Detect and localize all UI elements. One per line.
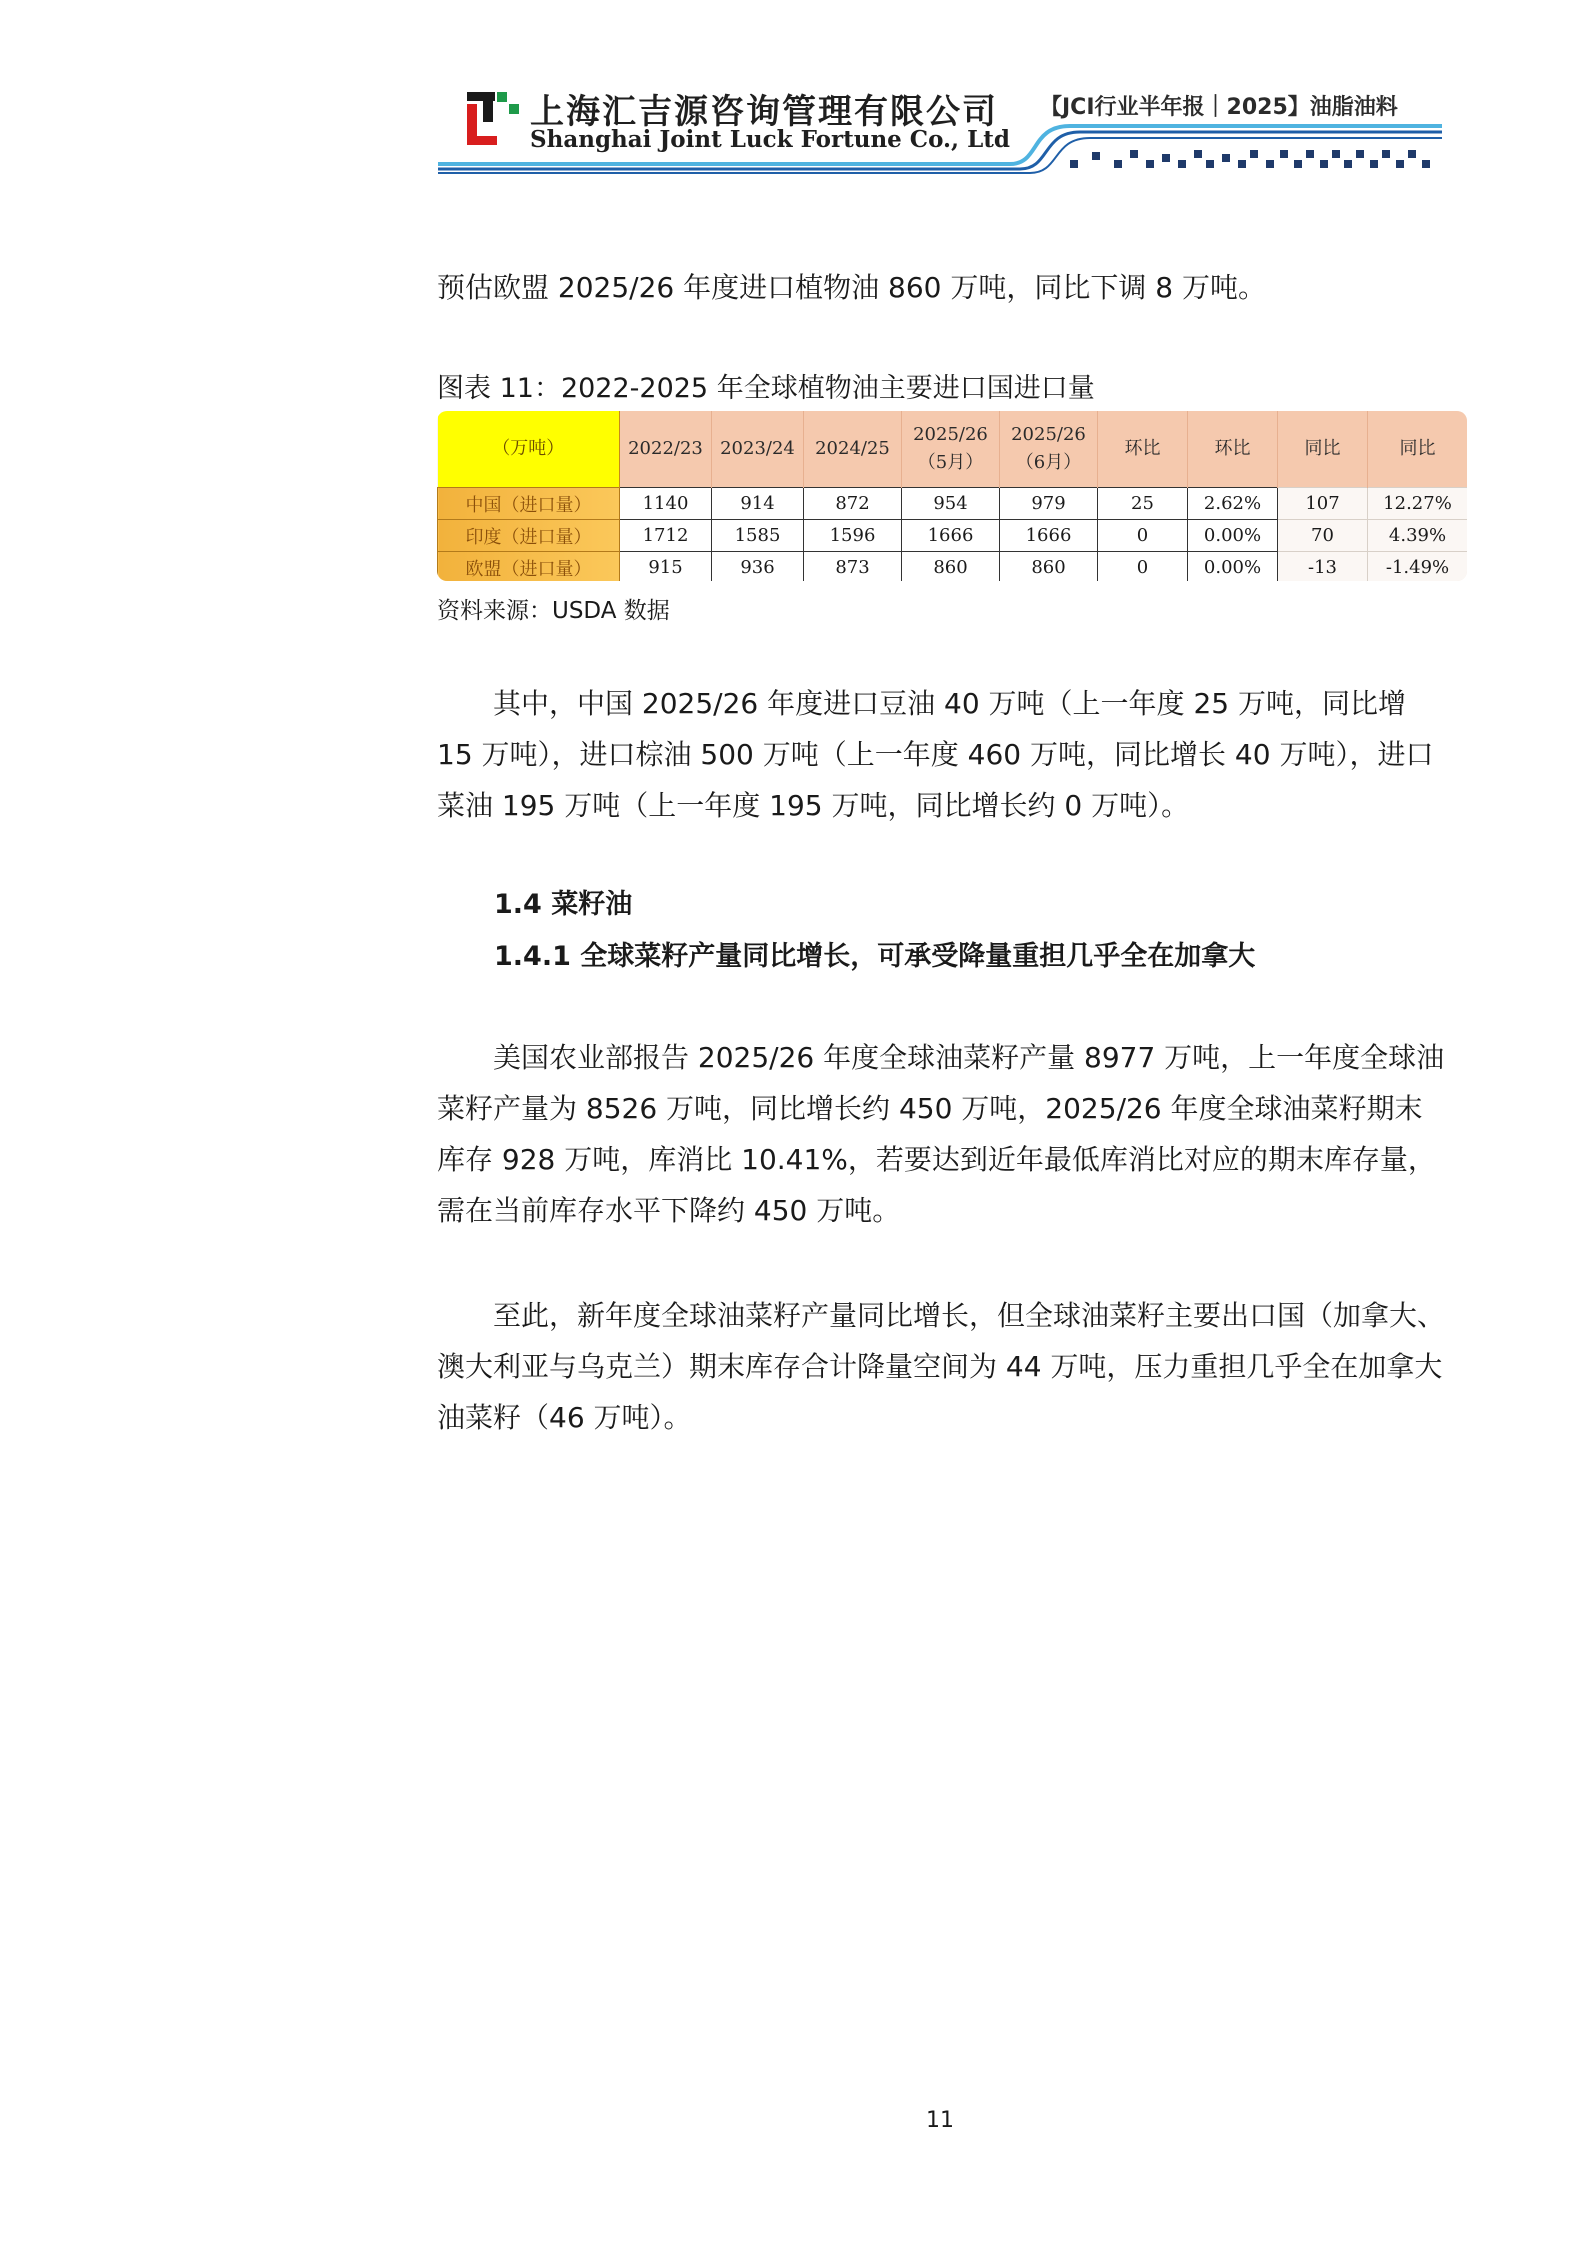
table-row [438, 552, 1468, 582]
table-cell: 0.00% [1188, 552, 1278, 582]
col-header-sublabel: （6月） [1015, 452, 1082, 473]
table-row [438, 488, 1468, 520]
table-cell: -1.49% [1368, 552, 1468, 582]
page-header [0, 0, 1587, 200]
table-cell: -13 [1278, 552, 1368, 582]
table-cell: 860 [902, 552, 1000, 582]
table-row [438, 520, 1468, 552]
table-cell: 0 [1098, 520, 1188, 552]
table-cell: 1596 [804, 520, 902, 552]
col-header-label: 2025/26 [913, 424, 988, 445]
col-header-yoy-pct: 同比 [1368, 411, 1468, 488]
table-cell: 936 [712, 552, 804, 582]
table-cell: 872 [804, 488, 902, 520]
header-decorative-lines [430, 120, 1450, 180]
table-cell: 4.39% [1368, 520, 1468, 552]
table-cell: 954 [902, 488, 1000, 520]
table-cell: 914 [712, 488, 804, 520]
table-cell: 70 [1278, 520, 1368, 552]
table-cell: 1585 [712, 520, 804, 552]
table-cell: 1140 [620, 488, 712, 520]
paragraph-eu-import: 预估欧盟 2025/26 年度进口植物油 860 万吨，同比下调 8 万吨。 [437, 271, 1266, 304]
col-header-mom-pct: 环比 [1188, 411, 1278, 488]
col-header-2023-24: 2023/24 [712, 411, 804, 488]
col-header-mom: 环比 [1098, 411, 1188, 488]
col-header-sublabel: （5月） [917, 452, 984, 473]
table-header-row [438, 411, 1468, 488]
row-label: 中国（进口量） [438, 488, 620, 520]
company-name-cn: 上海汇吉源咨询管理有限公司 [530, 92, 998, 132]
table-cell: 2.62% [1188, 488, 1278, 520]
table-cell: 107 [1278, 488, 1368, 520]
col-header-yoy: 同比 [1278, 411, 1368, 488]
table-unit-header: （万吨） [438, 411, 620, 488]
row-label: 欧盟（进口量） [438, 552, 620, 582]
col-header-2025-26-jun [1000, 411, 1098, 488]
row-label: 印度（进口量） [438, 520, 620, 552]
table-cell: 915 [620, 552, 712, 582]
report-tag: 【JCI行业半年报｜2025】油脂油料 [1040, 95, 1398, 120]
table-cell: 12.27% [1368, 488, 1468, 520]
col-header-label: 2025/26 [1011, 424, 1086, 445]
paragraph-china-import: 其中，中国 2025/26 年度进口豆油 40 万吨（上一年度 25 万吨，同比增 15 万吨），进口棕油 500 万吨（上一年度 460 万吨，同比增长 40 万吨），进口菜油 195 万吨（上一年度 195 万吨，同比增长约 0 万吨）。 [437, 687, 1434, 822]
table-cell: 0 [1098, 552, 1188, 582]
figure-source: 资料来源：USDA 数据 [437, 598, 670, 624]
section-heading: 1.4 菜籽油 [494, 889, 633, 920]
import-volume-table [437, 411, 1467, 581]
table-cell: 873 [804, 552, 902, 582]
col-header-2025-26-may [902, 411, 1000, 488]
col-header-2022-23: 2022/23 [620, 411, 712, 488]
table-cell: 979 [1000, 488, 1098, 520]
paragraph-rapeseed-stocks: 至此，新年度全球油菜籽产量同比增长，但全球油菜籽主要出口国（加拿大、澳大利亚与乌克兰）期末库存合计降量空间为 44 万吨，压力重担几乎全在加拿大油菜籽（46 万吨）。 [437, 1299, 1446, 1434]
table-cell: 1712 [620, 520, 712, 552]
table-cell: 0.00% [1188, 520, 1278, 552]
table-cell: 25 [1098, 488, 1188, 520]
company-name-en: Shanghai Joint Luck Fortune Co., Ltd [530, 126, 1010, 153]
col-header-2024-25: 2024/25 [804, 411, 902, 488]
subsection-heading: 1.4.1 全球菜籽产量同比增长，可承受降量重担几乎全在加拿大 [494, 941, 1256, 972]
table-cell: 860 [1000, 552, 1098, 582]
page-number: 11 [926, 2108, 954, 2133]
table-cell: 1666 [1000, 520, 1098, 552]
table-cell: 1666 [902, 520, 1000, 552]
figure-title: 图表 11：2022-2025 年全球植物油主要进口国进口量 [437, 373, 1095, 404]
paragraph-rapeseed-production: 美国农业部报告 2025/26 年度全球油菜籽产量 8977 万吨，上一年度全球油菜籽产量为 8526 万吨，同比增长约 450 万吨，2025/26 年度全球油菜籽期末库存 928 万吨，库消比 10.41%，若要达到近年最低库消比对应的期末库存量，需在当前库存水平下降约 450 万吨。 [437, 1041, 1445, 1227]
